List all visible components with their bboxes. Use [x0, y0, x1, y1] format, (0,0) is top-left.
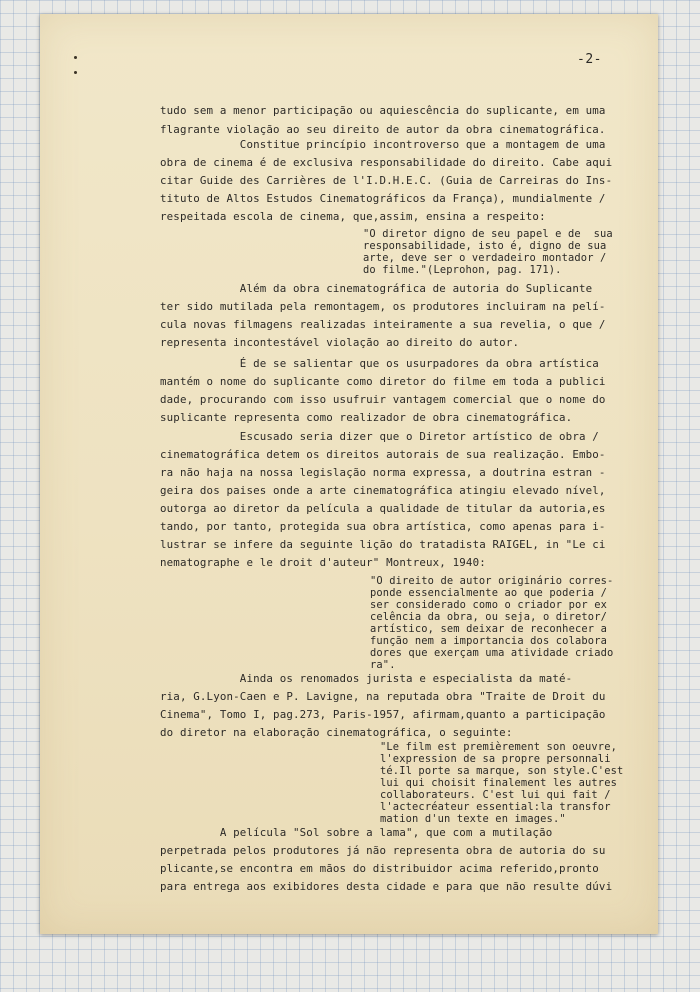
text-line: lustrar se infere da seguinte lição do tratadista RAIGEL, in "Le ci — [160, 538, 606, 551]
punch-hole — [74, 71, 77, 74]
text-line: obra de cinema é de exclusiva responsabilidade do direito. Cabe aqui — [160, 156, 613, 169]
text-line: ser considerado como o criador por ex — [370, 599, 608, 611]
text-line: "O direito de autor originário corres- — [370, 575, 614, 587]
text-line: plicante,se encontra em mãos do distribuidor acima referido,pronto — [160, 862, 599, 875]
text-line: respeitada escola de cinema, que,assim, ensina a respeito: — [160, 210, 546, 223]
text-line: função nem a importancia dos colabora — [370, 635, 608, 647]
text-line: collaborateurs. C'est lui qui fait / — [380, 789, 611, 801]
text-line: ria, G.Lyon-Caen e P. Lavigne, na reputada obra "Traite de Droit du — [160, 690, 606, 703]
page-number: -2- — [577, 52, 602, 67]
text-line: dade, procurando com isso usufruir vantagem comercial que o nome do — [160, 393, 606, 406]
text-line: celência da obra, ou seja, o diretor/ — [370, 611, 608, 623]
text-line: do diretor na elaboração cinematográfica, o seguinte: — [160, 726, 513, 739]
text-line: tituto de Altos Estudos Cinematográficos da França), mundialmente / — [160, 192, 606, 205]
text-line: cula novas filmagens realizadas inteiramente a sua revelia, o que / — [160, 318, 606, 331]
text-line: Além da obra cinematográfica de autoria do Suplicante — [160, 282, 593, 295]
text-line: A película "Sol sobre a lama", que com a mutilação — [160, 826, 553, 839]
text-line: Cinema", Tomo I, pag.273, Paris-1957, afirmam,quanto a participação — [160, 708, 606, 721]
text-line: "O diretor digno de seu papel e de sua — [363, 228, 613, 240]
text-line: mantém o nome do suplicante como diretor do filme em toda a publici — [160, 375, 606, 388]
text-line: É de se salientar que os usurpadores da obra artística — [160, 357, 599, 370]
text-line: cinematográfica detem os direitos autorais de sua realização. Embo- — [160, 448, 606, 461]
text-line: representa incontestável violação ao direito do autor. — [160, 336, 520, 349]
text-line: dores que exerçam uma atividade criado — [370, 647, 614, 659]
text-line: arte, deve ser o verdadeiro montador / — [363, 252, 607, 264]
text-line: geira dos paises onde a arte cinematográfica atingiu elevado nível, — [160, 484, 606, 497]
text-line: ponde essencialmente ao que poderia / — [370, 587, 608, 599]
text-line: Escusado seria dizer que o Diretor artístico de obra / — [160, 430, 599, 443]
document-page — [40, 14, 658, 934]
text-line: perpetrada pelos produtores já não representa obra de autoria do su — [160, 844, 606, 857]
text-line: do filme."(Leprohon, pag. 171). — [363, 264, 562, 276]
text-line: mation d'un texte en images." — [380, 813, 566, 825]
text-line: outorga ao diretor da película a qualidade de titular da autoria,es — [160, 502, 606, 515]
text-line: suplicante representa como realizador de obra cinematográfica. — [160, 411, 573, 424]
text-line: lui qui choisit finalement les autres — [380, 777, 618, 789]
text-line: Ainda os renomados jurista e especialista da maté- — [160, 672, 573, 685]
text-line: tudo sem a menor participação ou aquiescência do suplicante, em uma — [160, 104, 606, 117]
text-line: "Le film est premièrement son oeuvre, — [380, 741, 618, 753]
text-line: ra não haja na nossa legislação norma expressa, a doutrina estran - — [160, 466, 606, 479]
text-line: ra". — [370, 659, 396, 671]
text-line: ter sido mutilada pela remontagem, os produtores incluiram na pelí- — [160, 300, 606, 313]
text-line: Constitue princípio incontroverso que a montagem de uma — [160, 138, 606, 151]
text-line: flagrante violação ao seu direito de autor da obra cinematográfica. — [160, 123, 606, 136]
text-line: para entrega aos exibidores desta cidade e para que não resulte dúvi — [160, 880, 613, 893]
text-line: l'actecréateur essential:la transfor — [380, 801, 611, 813]
text-line: té.Il porte sa marque, son style.C'est — [380, 765, 624, 777]
text-line: nematographe e le droit d'auteur" Montreux, 1940: — [160, 556, 486, 569]
text-line: responsabilidade, isto é, digno de sua — [363, 240, 607, 252]
punch-hole — [74, 56, 77, 59]
text-line: l'expression de sa propre personnali — [380, 753, 611, 765]
text-line: tando, por tanto, protegida sua obra artística, como apenas para i- — [160, 520, 606, 533]
text-line: artístico, sem deixar de reconhecer a — [370, 623, 608, 635]
text-line: citar Guide des Carrières de l'I.D.H.E.C. (Guia de Carreiras do Ins- — [160, 174, 613, 187]
